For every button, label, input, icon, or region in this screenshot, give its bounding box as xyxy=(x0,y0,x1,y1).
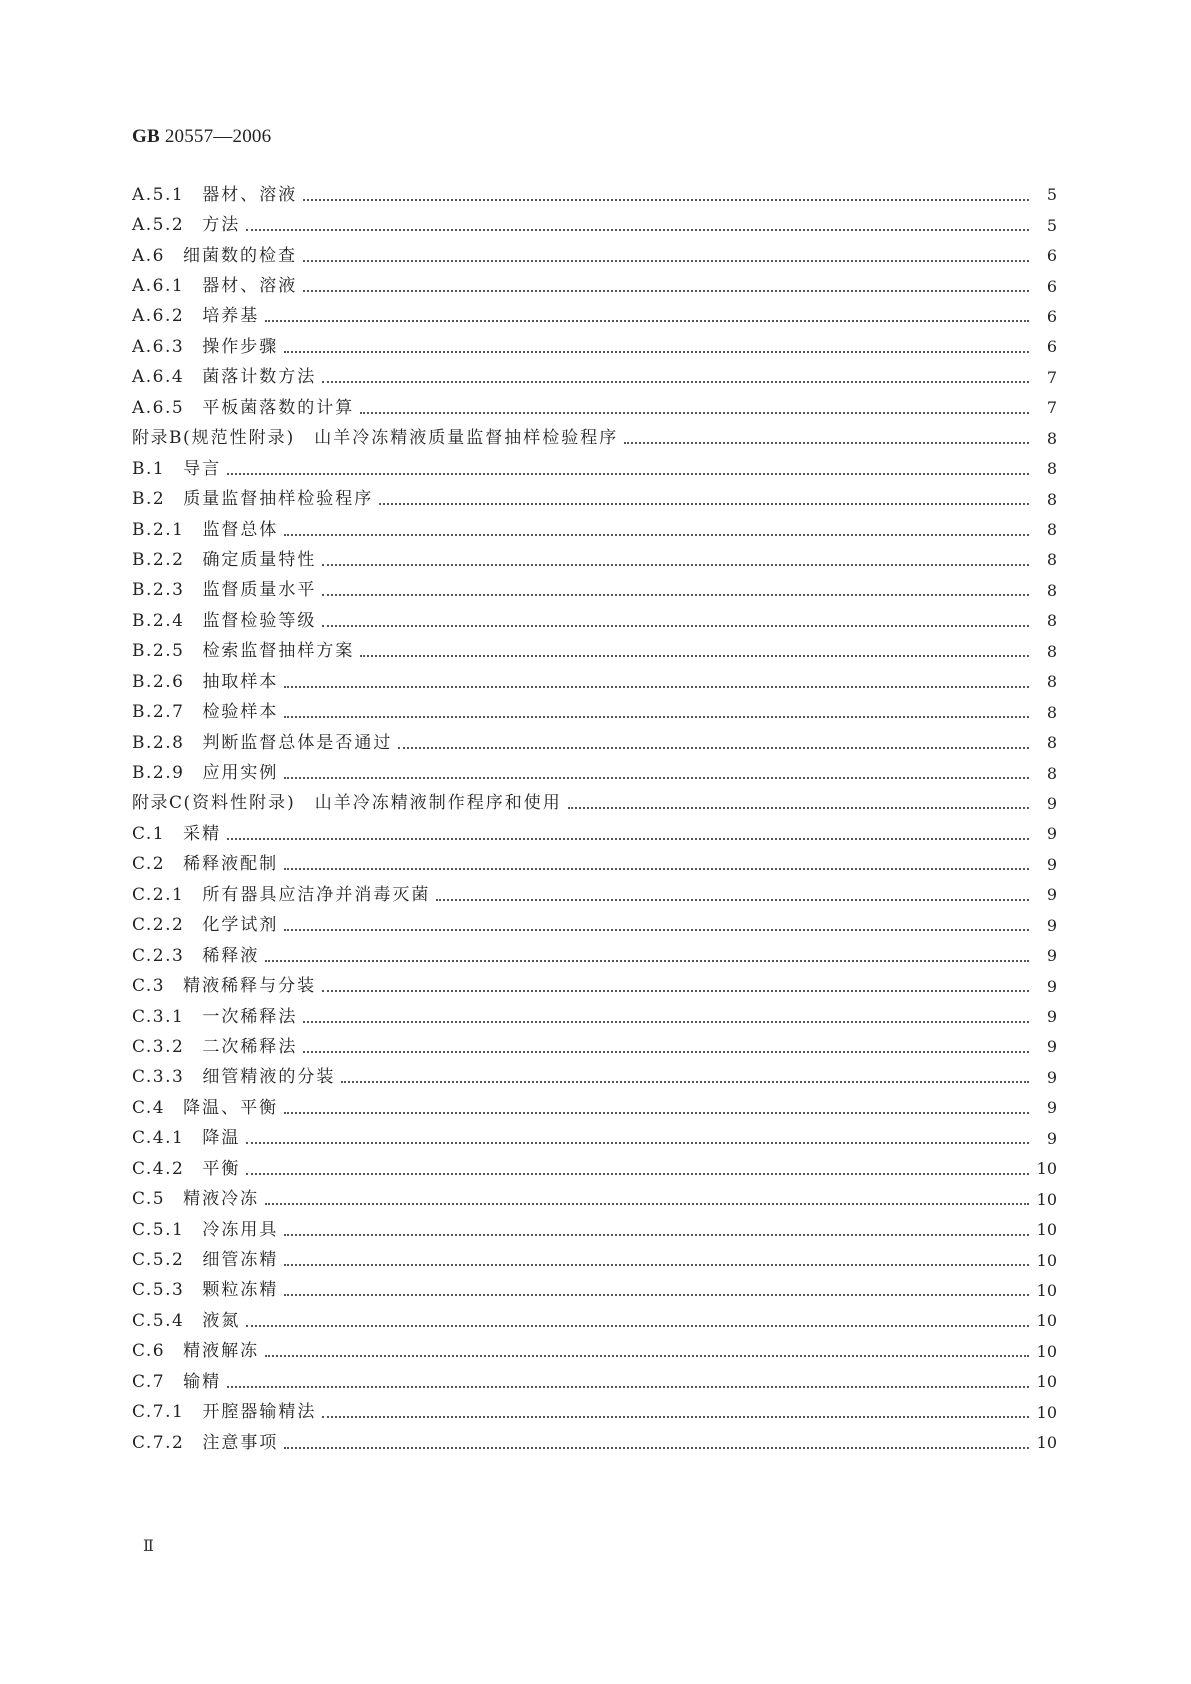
toc-dot-leader xyxy=(265,959,1029,962)
toc-entry-number: C.4.1 xyxy=(132,1128,185,1149)
toc-dot-leader xyxy=(303,289,1029,292)
toc-entry-title: 精液稀释与分装 xyxy=(183,976,317,997)
toc-dot-leader xyxy=(284,685,1029,688)
toc-entry-number: C.2.3 xyxy=(132,945,185,966)
toc-entry-page: 10 xyxy=(1036,1220,1057,1240)
toc-entry[interactable] xyxy=(132,1002,1057,1032)
toc-entry-title: 冷冻用具 xyxy=(202,1219,279,1240)
toc-dot-leader xyxy=(624,441,1029,444)
toc-entry-page: 10 xyxy=(1036,1372,1057,1392)
toc-entry-number: C.3.1 xyxy=(132,1006,185,1027)
toc-entry-title: 器材、溶液 xyxy=(202,276,298,297)
toc-entry[interactable] xyxy=(132,819,1057,849)
toc-entry[interactable] xyxy=(132,1063,1057,1093)
toc-entry-number: C.3.3 xyxy=(132,1067,185,1088)
toc-entry-title: 导言 xyxy=(183,458,222,479)
toc-dot-leader xyxy=(265,319,1029,322)
toc-entry-number: C.1 xyxy=(132,823,166,844)
toc-entry-title: 细管精液的分装 xyxy=(202,1067,336,1088)
toc-entry-page: 10 xyxy=(1036,1402,1057,1422)
toc-entry[interactable] xyxy=(132,1337,1057,1367)
toc-entry-title: 一次稀释法 xyxy=(202,1006,298,1027)
toc-dot-leader xyxy=(322,624,1029,627)
toc-entry-title: 细菌数的检查 xyxy=(183,245,297,266)
toc-entry-page: 10 xyxy=(1036,1311,1057,1331)
toc-dot-leader xyxy=(284,533,1029,536)
toc-entry-title: 确定质量特性 xyxy=(202,549,317,570)
toc-dot-leader xyxy=(246,228,1029,231)
toc-entry-title: 降温 xyxy=(202,1128,241,1149)
toc-entry-number: B.2.3 xyxy=(132,580,185,601)
toc-entry-number: B.2.5 xyxy=(132,641,185,662)
toc-entry[interactable] xyxy=(132,667,1057,697)
toc-entry-number: A.5.2 xyxy=(132,215,185,236)
toc-dot-leader xyxy=(284,1446,1028,1449)
toc-dot-leader xyxy=(360,411,1029,414)
toc-entry[interactable] xyxy=(132,393,1057,423)
toc-entry-page: 8 xyxy=(1046,550,1057,570)
toc-entry[interactable] xyxy=(132,1032,1057,1062)
toc-entry-page: 9 xyxy=(1046,793,1057,813)
toc-entry[interactable] xyxy=(132,332,1057,362)
toc-entry[interactable] xyxy=(132,180,1057,210)
toc-entry-page: 8 xyxy=(1046,580,1057,600)
toc-entry-number: 附录C xyxy=(132,793,184,814)
toc-entry-number: A.6.3 xyxy=(132,336,185,357)
toc-dot-leader xyxy=(303,259,1029,262)
toc-entry[interactable] xyxy=(132,1276,1057,1306)
toc-entry[interactable] xyxy=(132,545,1057,575)
toc-dot-leader xyxy=(322,593,1029,596)
toc-dot-leader xyxy=(303,1050,1029,1053)
toc-entry-page: 5 xyxy=(1046,185,1057,205)
toc-dot-leader xyxy=(246,1141,1029,1144)
toc-entry-number: 附录B xyxy=(132,428,183,449)
document-header xyxy=(132,126,271,148)
toc-entry-number: C.2.1 xyxy=(132,884,185,905)
toc-entry-number: B.2.4 xyxy=(132,610,185,631)
toc-entry-number: C.6 xyxy=(132,1341,166,1362)
table-of-contents xyxy=(132,180,1057,1458)
toc-entry[interactable] xyxy=(132,1306,1057,1336)
toc-entry-title: 菌落计数方法 xyxy=(202,367,317,388)
toc-entry-title: 监督检验等级 xyxy=(202,610,317,631)
toc-dot-leader xyxy=(284,776,1029,779)
toc-entry-title: 稀释液配制 xyxy=(183,854,279,875)
toc-entry-title: 颗粒冻精 xyxy=(202,1280,279,1301)
toc-entry-page: 10 xyxy=(1036,1250,1057,1270)
toc-entry-page: 8 xyxy=(1046,641,1057,661)
toc-entry-page: 6 xyxy=(1046,246,1057,266)
toc-entry-page: 10 xyxy=(1036,1159,1057,1179)
toc-dot-leader xyxy=(568,806,1029,809)
toc-entry-number: C.5 xyxy=(132,1189,166,1210)
toc-dot-leader xyxy=(284,350,1029,353)
toc-dot-leader xyxy=(265,1354,1029,1357)
toc-entry-title: 降温、平衡 xyxy=(183,1097,279,1118)
toc-entry-number: B.2 xyxy=(132,489,166,510)
toc-entry-title: 平衡 xyxy=(202,1158,241,1179)
toc-dot-leader xyxy=(265,1202,1029,1205)
toc-entry[interactable] xyxy=(132,1367,1057,1397)
toc-entry-page: 8 xyxy=(1046,672,1057,692)
toc-entry-title: 开膣器输精法 xyxy=(202,1402,317,1423)
toc-entry-title: 质量监督抽样检验程序 xyxy=(183,489,374,510)
toc-entry[interactable] xyxy=(132,728,1057,758)
toc-entry-title: 判断监督总体是否通过 xyxy=(202,732,393,753)
standard-number: 20557—2006 xyxy=(164,126,272,147)
toc-entry[interactable] xyxy=(132,1124,1057,1154)
toc-entry-page: 6 xyxy=(1046,306,1057,326)
toc-entry-page: 10 xyxy=(1036,1280,1057,1300)
toc-entry-title: 细管冻精 xyxy=(202,1250,279,1271)
toc-entry[interactable] xyxy=(132,302,1057,332)
toc-entry-page: 9 xyxy=(1046,1007,1057,1027)
toc-entry[interactable] xyxy=(132,1215,1057,1245)
toc-entry[interactable] xyxy=(132,454,1057,484)
toc-entry[interactable] xyxy=(132,424,1057,454)
toc-entry[interactable] xyxy=(132,1184,1057,1214)
toc-dot-leader xyxy=(322,1415,1028,1418)
toc-dot-leader xyxy=(322,380,1029,383)
toc-dot-leader xyxy=(227,472,1029,475)
toc-entry-title: 方法 xyxy=(202,215,241,236)
toc-entry-number: C.2.2 xyxy=(132,915,185,936)
toc-entry-page: 9 xyxy=(1046,1037,1057,1057)
toc-entry[interactable] xyxy=(132,363,1057,393)
toc-entry-number: B.2.1 xyxy=(132,519,185,540)
toc-entry-title: 应用实例 xyxy=(202,763,279,784)
toc-entry[interactable] xyxy=(132,1245,1057,1275)
toc-entry-title: 所有器具应洁净并消毒灭菌 xyxy=(202,884,431,905)
toc-dot-leader xyxy=(284,1293,1028,1296)
toc-dot-leader xyxy=(284,1263,1028,1266)
toc-entry-number: B.2.7 xyxy=(132,702,185,723)
toc-entry-page: 9 xyxy=(1046,946,1057,966)
toc-entry-page: 9 xyxy=(1046,824,1057,844)
toc-entry-page: 8 xyxy=(1046,489,1057,509)
toc-entry-page: 8 xyxy=(1046,428,1057,448)
toc-entry-number: C.3 xyxy=(132,976,166,997)
toc-entry-title: 操作步骤 xyxy=(202,336,279,357)
toc-entry[interactable] xyxy=(132,637,1057,667)
toc-entry-title: 精液解冻 xyxy=(183,1341,260,1362)
toc-entry-page: 9 xyxy=(1046,1128,1057,1148)
toc-dot-leader xyxy=(341,1080,1029,1083)
toc-entry-number: C.5.2 xyxy=(132,1250,185,1271)
toc-dot-leader xyxy=(284,928,1029,931)
toc-entry-page: 8 xyxy=(1046,733,1057,753)
toc-entry-page: 10 xyxy=(1036,1341,1057,1361)
toc-entry[interactable] xyxy=(132,850,1057,880)
toc-entry-number: A.6.2 xyxy=(132,306,185,327)
standard-code: GB xyxy=(132,126,160,147)
toc-entry[interactable] xyxy=(132,911,1057,941)
toc-entry-number: C.3.2 xyxy=(132,1036,185,1057)
toc-entry-page: 9 xyxy=(1046,885,1057,905)
toc-entry-number: C.5.4 xyxy=(132,1310,185,1331)
toc-entry-number: A.6 xyxy=(132,245,165,266)
toc-entry-page: 8 xyxy=(1046,611,1057,631)
toc-entry-title: 培养基 xyxy=(202,306,260,327)
toc-entry[interactable] xyxy=(132,1398,1057,1428)
toc-entry[interactable] xyxy=(132,515,1057,545)
toc-entry[interactable] xyxy=(132,880,1057,910)
toc-entry-title: 注意事项 xyxy=(202,1432,279,1453)
toc-entry-number: C.7.2 xyxy=(132,1432,185,1453)
toc-dot-leader xyxy=(303,198,1029,201)
toc-entry[interactable] xyxy=(132,971,1057,1001)
toc-entry-number: A.5.1 xyxy=(132,184,185,205)
toc-entry-number: B.2.2 xyxy=(132,549,185,570)
toc-dot-leader xyxy=(303,1020,1029,1023)
toc-entry-title: (资料性附录) 山羊冷冻精液制作程序和使用 xyxy=(183,793,562,814)
toc-entry-number: C.4.2 xyxy=(132,1158,185,1179)
toc-entry-title: 精液冷冻 xyxy=(183,1189,260,1210)
toc-entry-number: A.6.1 xyxy=(132,276,185,297)
toc-entry-number: C.4 xyxy=(132,1097,166,1118)
toc-entry-title: 稀释液 xyxy=(202,945,260,966)
toc-dot-leader xyxy=(284,867,1029,870)
toc-entry-page: 8 xyxy=(1046,459,1057,479)
toc-entry-number: B.2.8 xyxy=(132,732,185,753)
page-number: Ⅱ xyxy=(143,1538,154,1555)
toc-entry[interactable] xyxy=(132,271,1057,301)
toc-dot-leader xyxy=(227,837,1029,840)
toc-entry-title: 输精 xyxy=(183,1371,222,1392)
toc-entry[interactable] xyxy=(132,1093,1057,1123)
toc-entry-number: C.5.1 xyxy=(132,1219,185,1240)
toc-entry-number: A.6.4 xyxy=(132,367,185,388)
toc-dot-leader xyxy=(246,1324,1028,1327)
toc-entry-page: 8 xyxy=(1046,702,1057,722)
toc-entry-number: B.2.9 xyxy=(132,763,185,784)
toc-dot-leader xyxy=(284,1233,1028,1236)
toc-entry-page: 7 xyxy=(1046,398,1057,418)
toc-entry-title: 检索监督抽样方案 xyxy=(202,641,355,662)
toc-entry-page: 7 xyxy=(1046,367,1057,387)
toc-entry-number: C.7.1 xyxy=(132,1402,185,1423)
toc-entry[interactable] xyxy=(132,789,1057,819)
toc-dot-leader xyxy=(284,1111,1029,1114)
toc-entry-page: 10 xyxy=(1036,1189,1057,1209)
toc-entry-page: 9 xyxy=(1046,1067,1057,1087)
toc-entry-title: (规范性附录) 山羊冷冻精液质量监督抽样检验程序 xyxy=(183,428,619,449)
toc-entry-title: 液氮 xyxy=(202,1310,241,1331)
toc-entry[interactable] xyxy=(132,241,1057,271)
toc-entry-title: 检验样本 xyxy=(202,702,279,723)
toc-entry-page: 9 xyxy=(1046,1098,1057,1118)
toc-dot-leader xyxy=(246,1172,1028,1175)
toc-dot-leader xyxy=(284,715,1029,718)
toc-entry-number: C.2 xyxy=(132,854,166,875)
toc-entry-number: C.5.3 xyxy=(132,1280,185,1301)
toc-entry[interactable] xyxy=(132,484,1057,514)
toc-entry-title: 采精 xyxy=(183,823,222,844)
toc-entry[interactable] xyxy=(132,606,1057,636)
toc-entry-title: 监督质量水平 xyxy=(202,580,317,601)
toc-entry-number: A.6.5 xyxy=(132,397,185,418)
toc-entry-page: 8 xyxy=(1046,763,1057,783)
toc-entry[interactable] xyxy=(132,210,1057,240)
toc-dot-leader xyxy=(379,502,1029,505)
toc-dot-leader xyxy=(398,746,1029,749)
toc-dot-leader xyxy=(322,989,1029,992)
toc-entry-number: B.1 xyxy=(132,458,166,479)
toc-entry-page: 6 xyxy=(1046,276,1057,296)
toc-entry-title: 抽取样本 xyxy=(202,671,279,692)
toc-dot-leader xyxy=(436,898,1029,901)
toc-entry-page: 5 xyxy=(1046,215,1057,235)
toc-entry[interactable] xyxy=(132,697,1057,727)
toc-entry-number: B.2.6 xyxy=(132,671,185,692)
toc-entry-page: 8 xyxy=(1046,520,1057,540)
toc-entry-title: 化学试剂 xyxy=(202,915,279,936)
toc-entry-page: 10 xyxy=(1036,1433,1057,1453)
toc-entry-page: 9 xyxy=(1046,915,1057,935)
toc-entry-page: 6 xyxy=(1046,337,1057,357)
toc-dot-leader xyxy=(360,654,1029,657)
toc-entry-title: 监督总体 xyxy=(202,519,279,540)
toc-dot-leader xyxy=(322,563,1029,566)
toc-entry[interactable] xyxy=(132,576,1057,606)
toc-dot-leader xyxy=(227,1385,1029,1388)
toc-entry-title: 二次稀释法 xyxy=(202,1036,298,1057)
toc-entry-title: 器材、溶液 xyxy=(202,184,298,205)
toc-entry[interactable] xyxy=(132,1154,1057,1184)
toc-entry-title: 平板菌落数的计算 xyxy=(202,397,355,418)
toc-entry[interactable] xyxy=(132,758,1057,788)
toc-entry[interactable] xyxy=(132,1428,1057,1458)
toc-entry-page: 9 xyxy=(1046,854,1057,874)
toc-entry[interactable] xyxy=(132,941,1057,971)
toc-entry-number: C.7 xyxy=(132,1371,166,1392)
toc-entry-page: 9 xyxy=(1046,976,1057,996)
